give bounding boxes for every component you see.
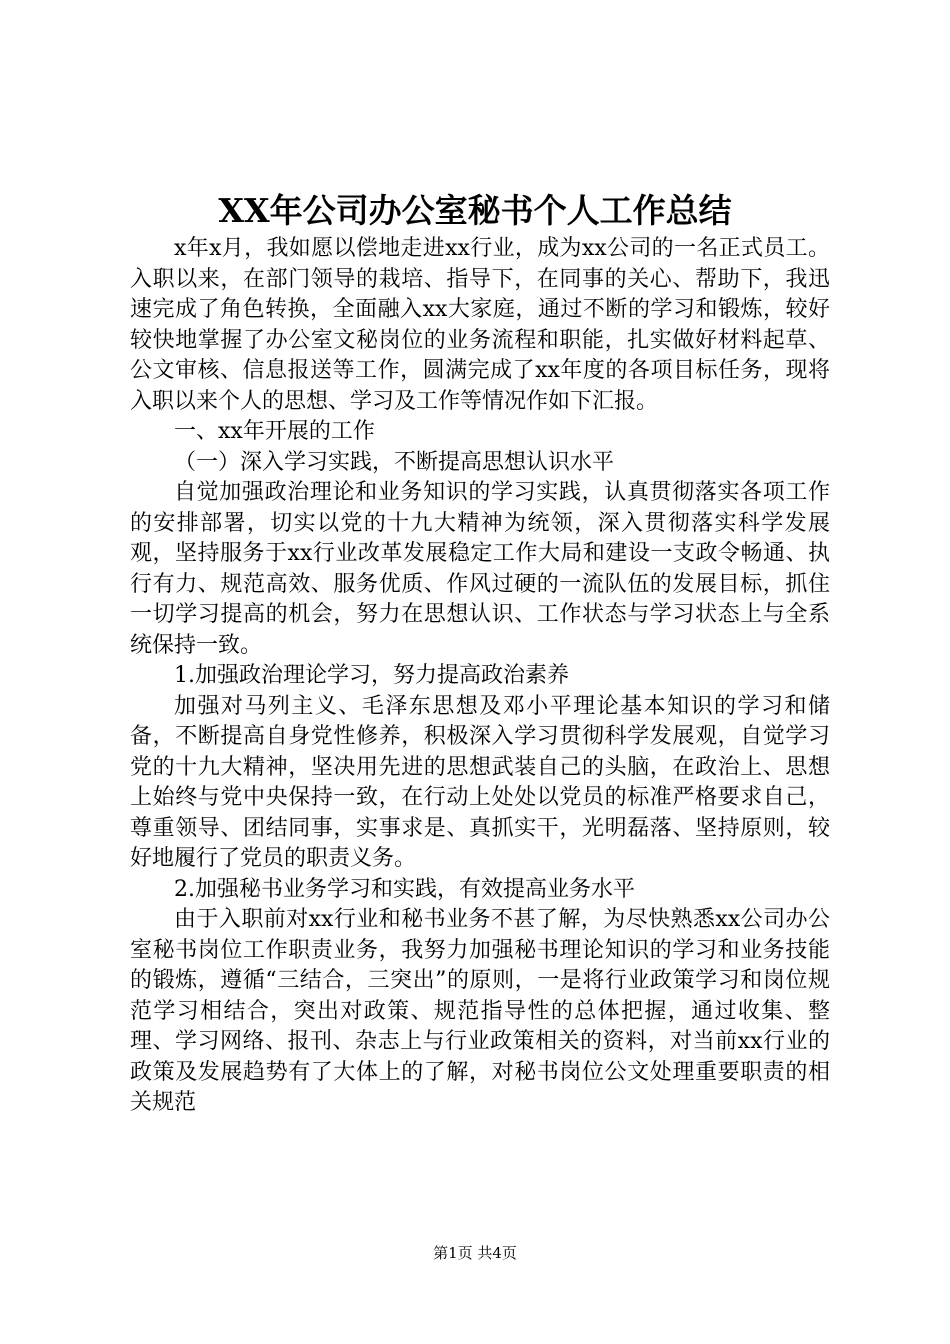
paragraph-body: 由于入职前对xx行业和秘书业务不甚了解，为尽快熟悉xx公司办公室秘书岗位工作职责业务，我努力加强秘书理论知识的学习和业务技能的锻炼，遵循“三结合，三突出”的原则，一是将行业政策学习和岗位规范学习相结合，突出对政策、规范指导性的总体把握，通过收集、整理、学习网络、报刊、杂志上与行业政策相关的资料，对当前xx行业的政策及发展趋势有了大体上的了解，对秘书岗位公文处理重要职责的相关规范 xyxy=(130,907,830,1115)
page-footer: 第1页 共4页 xyxy=(433,1244,517,1262)
subsection-heading: （一）深入学习实践，不断提高思想认识水平 xyxy=(174,449,615,475)
document-body xyxy=(130,234,830,1119)
paragraph-body: 加强对马列主义、毛泽东思想及邓小平理论基本知识的学习和储备，不断提高自身党性修养，积极深入学习贯彻科学发展观，自觉学习党的十九大精神，坚决用先进的思想武装自己的头脑，在政治上、思想上始终与党中央保持一致，在行动上处处以党员的标准严格要求自己，尊重领导、团结同事，实事求是、真抓实干，光明磊落、坚持原则，较好地履行了党员的职责义务。 xyxy=(130,693,830,871)
section-heading: 一、xx年开展的工作 xyxy=(174,419,375,444)
item-heading-2: 2.加强秘书业务学习和实践，有效提高业务水平 xyxy=(174,876,635,902)
paragraph-body: 自觉加强政治理论和业务知识的学习实践，认真贯彻落实各项工作的安排部署，切实以党的十九大精神为统领，深入贯彻落实科学发展观，坚持服务于xx行业改革发展稳定工作大局和建设一支政令畅通、执行有力、规范高效、服务优质、作风过硬的一流队伍的发展目标，抓住一切学习提高的机会，努力在思想认识、工作状态与学习状态上与全系统保持一致。 xyxy=(130,480,830,658)
document-title: XX年公司办公室秘书个人工作总结 xyxy=(218,191,732,230)
paragraph-intro: x年x月，我如愿以偿地走进xx行业，成为xx公司的一名正式员工。入职以来，在部门领导的栽培、指导下，在同事的关心、帮助下，我迅速完成了角色转换，全面融入xx大家庭，通过不断的学习和锻炼，较好较快地掌握了办公室文秘岗位的业务流程和职能，扎实做好材料起草、公文审核、信息报送等工作，圆满完成了xx年度的各项目标任务，现将入职以来个人的思想、学习及工作等情况作如下汇报。 xyxy=(130,236,830,414)
item-heading-1: 1.加强政治理论学习，努力提高政治素养 xyxy=(174,663,569,688)
